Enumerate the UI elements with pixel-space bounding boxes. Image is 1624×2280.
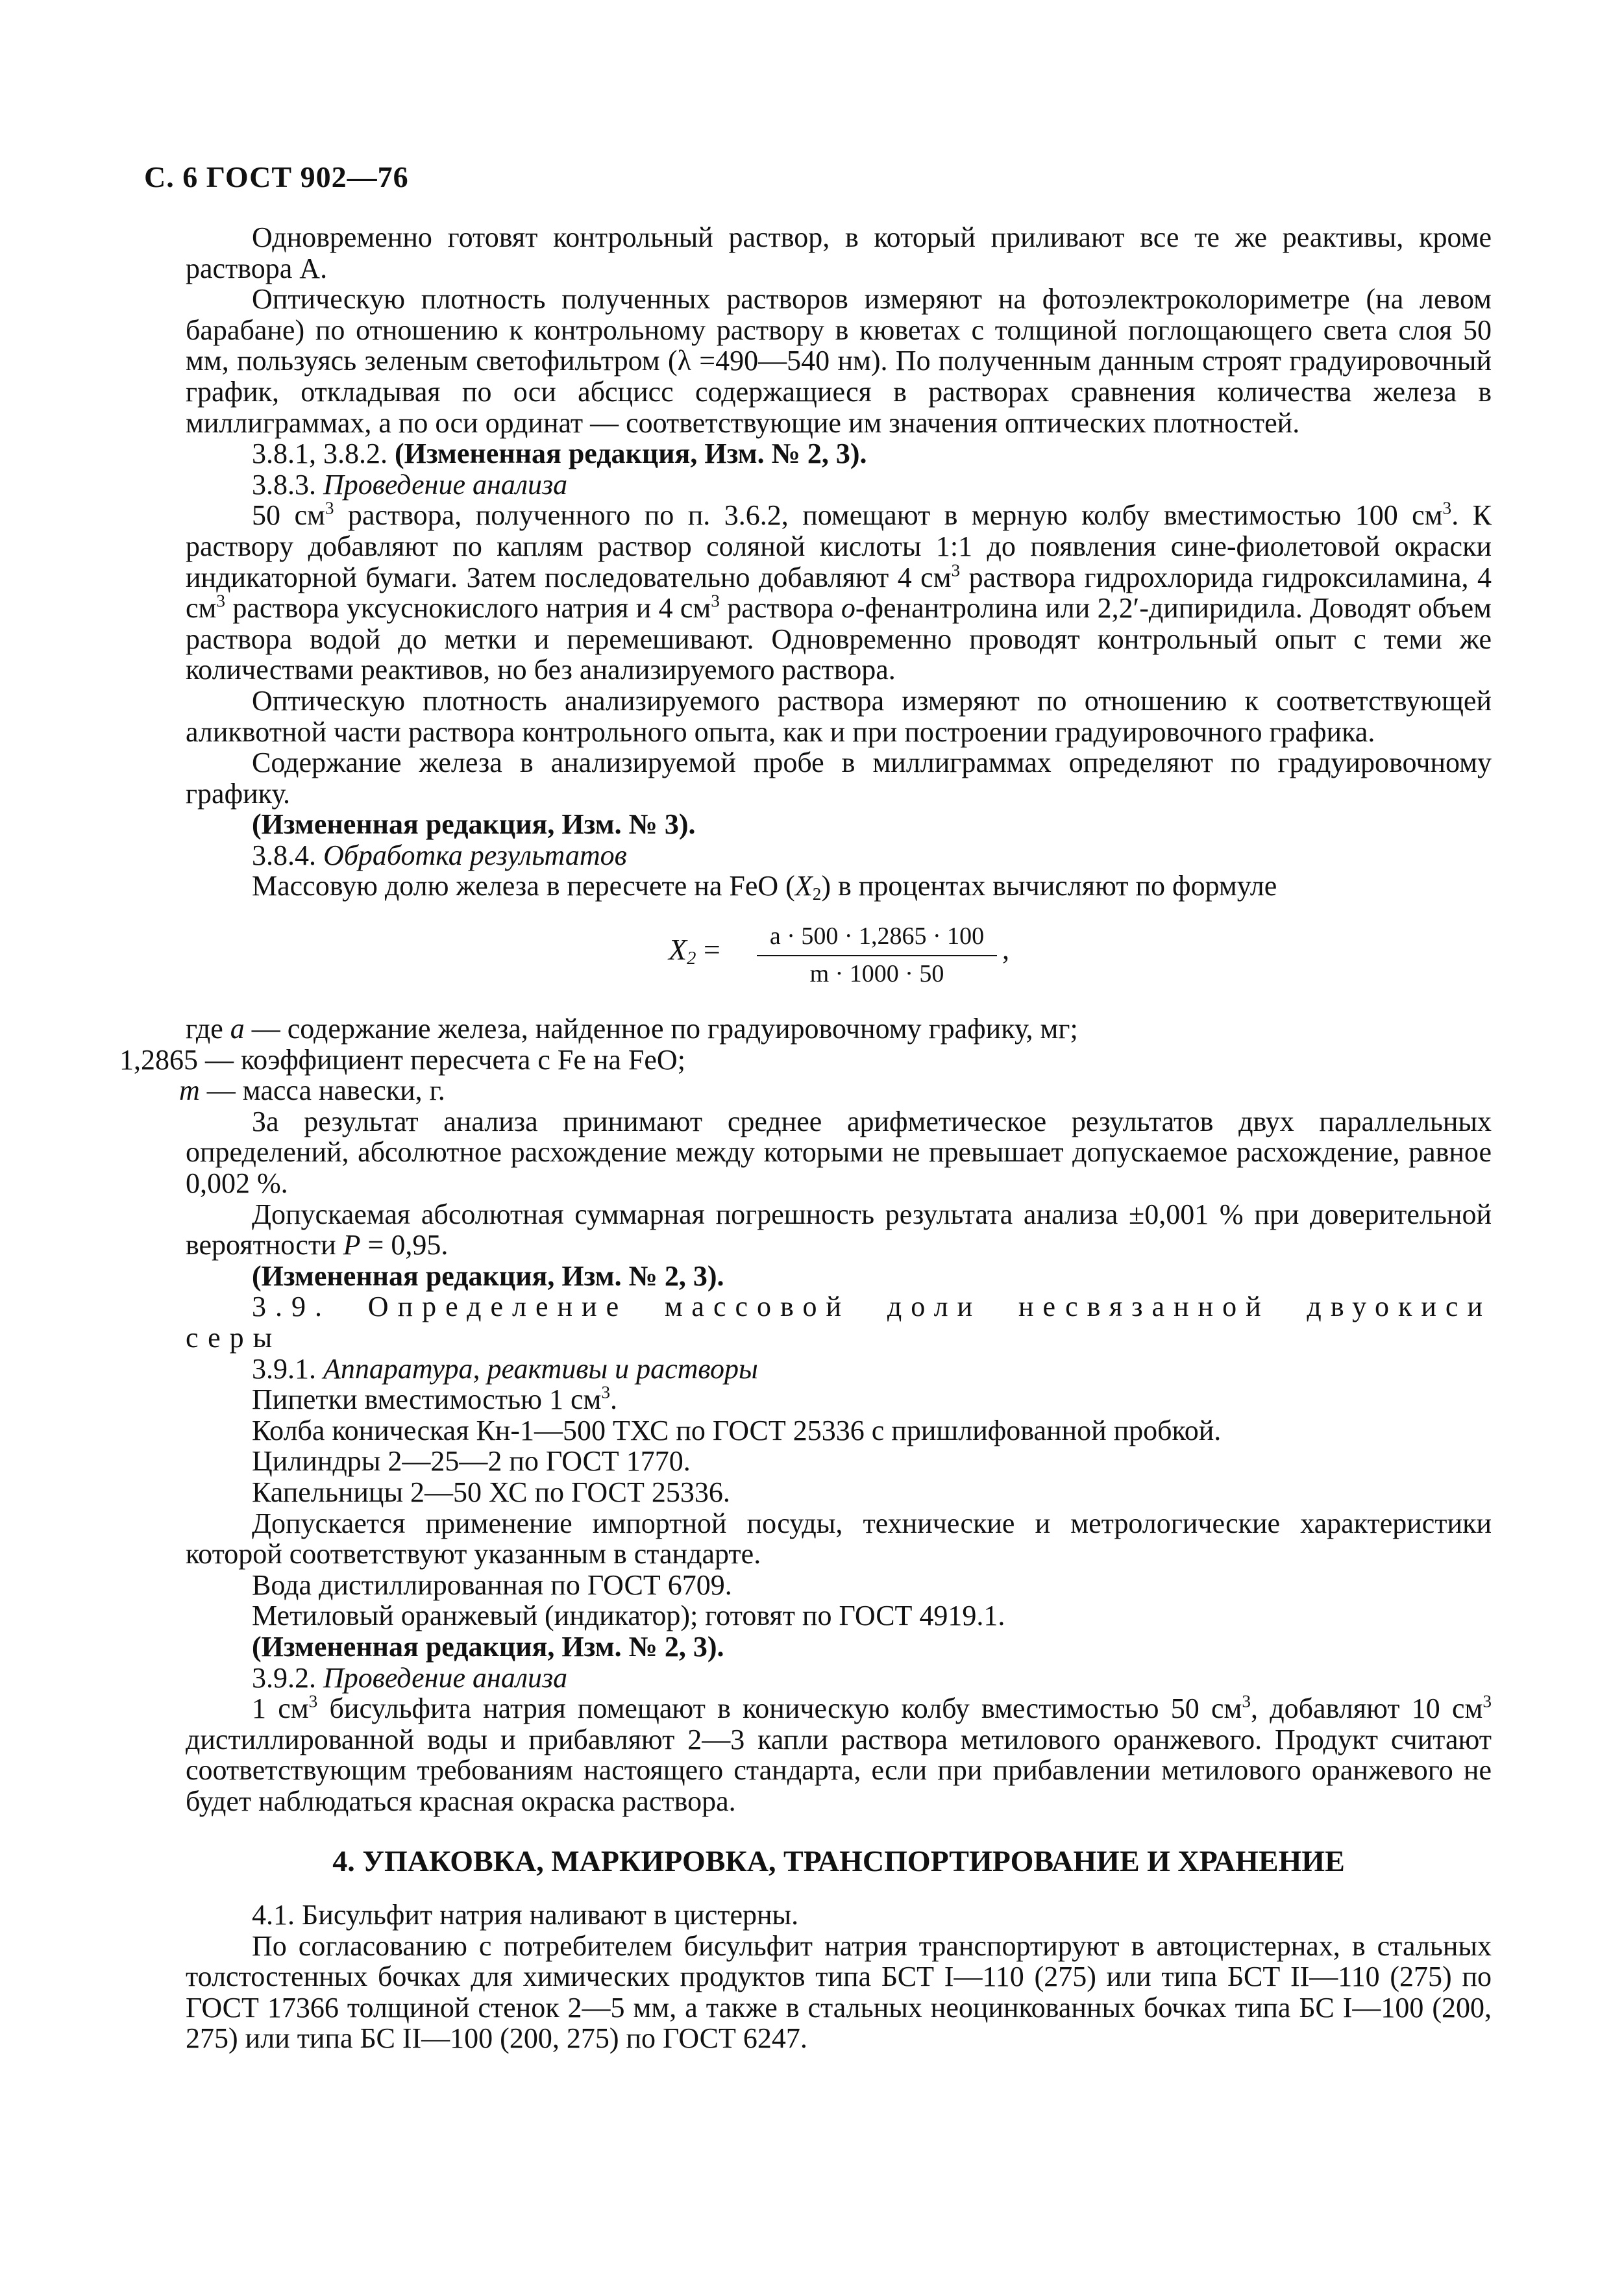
- section-heading: 3.9. Определение массовой доли несвязанной двуокиси серы: [186, 1291, 1492, 1354]
- where-line: 1,2865 — коэффициент пересчета с Fe на FeO;: [119, 1043, 685, 1076]
- list-item: Метиловый оранжевый (индикатор); готовят по ГОСТ 4919.1.: [252, 1600, 1005, 1632]
- paragraph: Допускаемая абсолютная суммарная погрешность результата анализа ±0,001 % при доверительной вероятности P = 0,95.: [186, 1198, 1492, 1261]
- paragraph: Оптическую плотность анализируемого раствора измеряют по отношению к соответствующей аликвотной части раствора контрольного опыта, как и при построении градуировочного графика.: [186, 684, 1492, 748]
- subsection-heading: 3.8.4. Обработка результатов: [252, 839, 627, 871]
- paragraph: 3.8.1, 3.8.2. (Измененная редакция, Изм. № 2, 3).: [252, 438, 867, 470]
- where-line: m — масса навески, г.: [179, 1074, 445, 1107]
- paragraph: Оптическую плотность полученных растворов измеряют на фотоэлектроколориметре (на левом барабане) по отношению к контрольному раствору в кюветах с толщиной поглощающего света слоя 50 мм, пользуясь зеленым светофильтром (λ =490—540 нм). По полученным данным строят градуировочный график, откладывая по оси абсцисс содержащиеся в растворах сравнения количества железа в миллиграммах, а по оси ординат — соответствующие им значения оптических плотностей.: [186, 283, 1492, 439]
- amendment-note: (Измененная редакция, Изм. № 3).: [252, 808, 696, 841]
- paragraph: Одновременно готовят контрольный раствор, в который приливают все те же реактивы, кроме раствора А.: [186, 221, 1492, 284]
- formula-denominator: m · 1000 · 50: [809, 960, 944, 987]
- paragraph: Содержание железа в анализируемой пробе в миллиграммах определяют по градуировочному графику.: [186, 747, 1492, 810]
- formula-lhs: $X_2$ =: [669, 933, 720, 969]
- subsection-heading: 3.8.3. Проведение анализа: [252, 468, 568, 501]
- list-item: Колба коническая Кн-1—500 ТХС по ГОСТ 25336 с пришлифованной пробкой.: [252, 1414, 1222, 1446]
- paragraph: 1 $см^3$ бисульфита натрия помещают в коническую колбу вместимостью 50 $см^3$, добавляют 10 $см^3$ дистиллированной воды и прибавляют 2—3 капли раствора метилового оранжевого. Продукт считают соответствующим требованиям настоящего стандарта, если при прибавлении метилового оранжевого не будет наблюдаться красная окраска раствора.: [186, 1691, 1492, 1817]
- page-header: С. 6 ГОСТ 902—76: [144, 160, 409, 193]
- formula-numerator: a · 500 · 1,2865 · 100: [757, 921, 997, 956]
- list-item: Капельницы 2—50 ХС по ГОСТ 25336.: [252, 1476, 730, 1508]
- section-title: 4. УПАКОВКА, МАРКИРОВКА, ТРАНСПОРТИРОВАНИЕ И ХРАНЕНИЕ: [332, 1844, 1345, 1877]
- list-item: Цилиндры 2—25—2 по ГОСТ 1770.: [252, 1445, 691, 1478]
- paragraph: За результат анализа принимают среднее арифметическое результатов двух параллельных определений, абсолютное расхождение между которыми не превышает допускаемое расхождение, равное 0,002 %.: [186, 1105, 1492, 1200]
- formula-fraction: [757, 921, 997, 989]
- list-item: Пипетки вместимостью 1 $см^3$.: [252, 1382, 617, 1416]
- where-line: где a — содержание железа, найденное по градуировочному графику, мг;: [186, 1013, 1078, 1045]
- paragraph: 50 $см^3$ раствора, полученного по п. 3.6.2, помещают в мерную колбу вместимостью 100 $см^3$. К раствору добавляют по каплям раствор соляной кислоты 1:1 до появления сине-фиолетовой окраски индикаторной бумаги. Затем последовательно добавляют 4 $см^3$ раствора гидрохлорида гидроксиламина, 4 $см^3$ раствора уксуснокислого натрия и 4 $см^3$ раствора о-фенантролина или 2,2′-дипиридила. Доводят объем раствора водой до метки и перемешивают. Одновременно проводят контрольный опыт с теми же количествами реактивов, но без анализируемого раствора.: [186, 498, 1492, 686]
- subsection-heading: 3.9.2. Проведение анализа: [252, 1661, 568, 1694]
- paragraph: Допускается применение импортной посуды, технические и метрологические характеристики которой соответствуют указанным в стандарте.: [186, 1507, 1492, 1570]
- amendment-note: (Измененная редакция, Изм. № 2, 3).: [252, 1630, 724, 1663]
- list-item: Вода дистиллированная по ГОСТ 6709.: [252, 1568, 732, 1601]
- document-body: [119, 221, 1492, 2055]
- paragraph: 4.1. Бисульфит натрия наливают в цистерны.: [252, 1899, 799, 1931]
- formula: $X_2$ = $\frac{a \cdot 500 \cdot 1,2865 \cdot 100}{m \cdot 1000 \cdot 50}$ ,: [186, 921, 1492, 984]
- paragraph: Массовую долю железа в пересчете на FeO $(X_2)$ в процентах вычисляют по формуле: [252, 870, 1277, 904]
- amendment-note: (Измененная редакция, Изм. № 2, 3).: [252, 1259, 724, 1292]
- amendment-note: (Измененная редакция, Изм. № 2, 3).: [395, 438, 867, 470]
- subsection-heading: 3.9.1. Аппаратура, реактивы и растворы: [252, 1352, 758, 1385]
- paragraph: По согласованию с потребителем бисульфит натрия транспортируют в автоцистернах, в стальных толстостенных бочках для химических продуктов типа БСТ I—110 (275) или типа БСТ II—110 (275) по ГОСТ 17366 толщиной стенок 2—5 мм, а также в стальных неоцинкованных бочках типа БС I—100 (200, 275) или типа БС II—100 (200, 275) по ГОСТ 6247.: [186, 1929, 1492, 2055]
